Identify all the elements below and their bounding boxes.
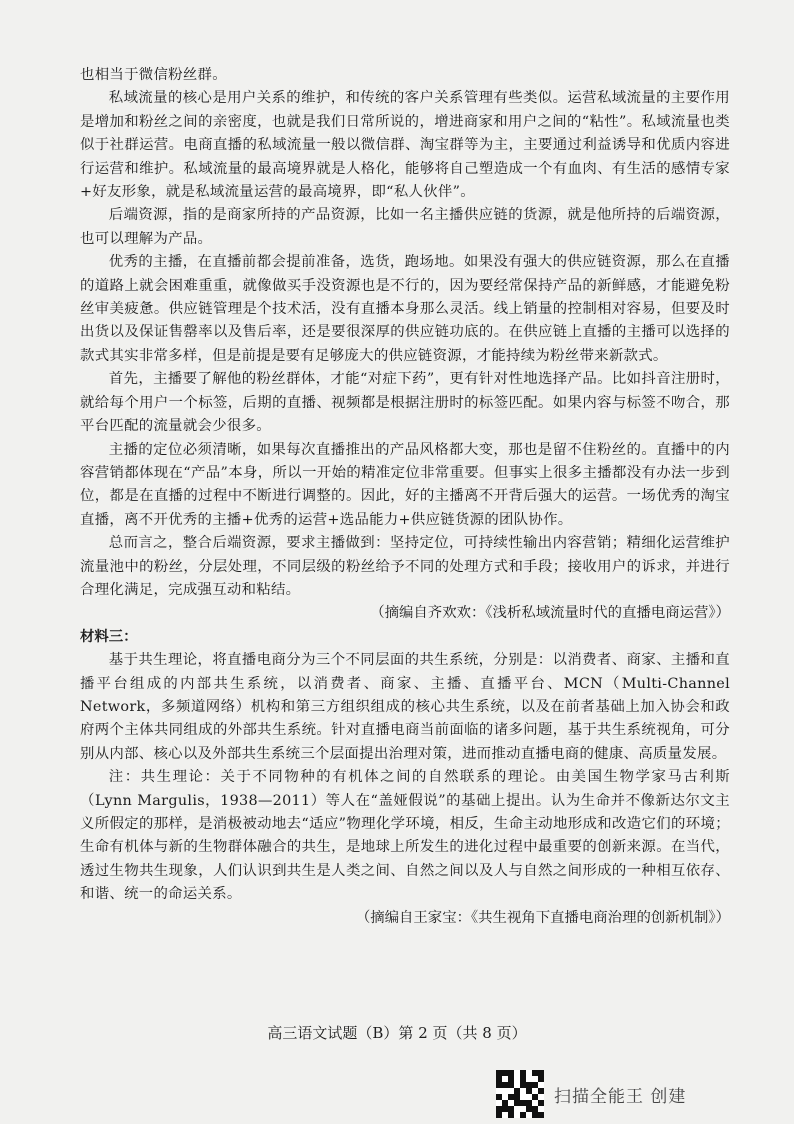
paragraph: 也相当于微信粉丝群。	[80, 67, 227, 83]
paragraph: 首先，主播要了解他的粉丝群体，才能“对症下药”，更有针对性地选择产品。比如抖音注册时，就给每个用户一个标签，后期的直播、视频都是根据注册时的标签匹配。如果内容与标签不吻合，那平台匹配的流量就会少很多。	[80, 371, 730, 435]
source-citation: （摘编自齐欢欢：《浅析私域流量时代的直播电商运营》）	[370, 605, 730, 622]
paragraph: 私域流量的核心是用户关系的维护，和传统的客户关系管理有些类似。运营私域流量的主要作用是增加和粉丝之间的亲密度，也就是我们日常所说的，增进商家和用户之间的“粘性”。私域流量也类似于社群运营。电商直播的私域流量一般以微信群、淘宝群等为主，主要通过利益诱导和优质内容进行运营和维护。私域流量的最高境界就是人格化，能够将自己塑造成一个有血肉、有生活的感情专家+好友形象，就是私域流量运营的最高境界，即“私人伙伴”。	[80, 90, 730, 201]
paragraph: 优秀的主播，在直播前都会提前准备，选货，跑场地。如果没有强大的供应链资源，那么在直播的道路上就会困难重重，就像做买手没资源也是不行的，因为要经常保持产品的新鲜感，才能避免粉丝审美疲惫。供应链管理是个技术活，没有直播本身那么灵活。线上销量的控制相对容易，但要及时出货以及保证售罄率以及售后率，还是要很深厚的供应链功底的。在供应链上直播的主播可以选择的款式其实非常多样，但是前提是要有足够庞大的供应链资源，才能持续为粉丝带来新款式。	[80, 254, 730, 364]
source-citation: （摘编自王家宝：《共生视角下直播电商治理的创新机制》）	[355, 909, 730, 926]
paragraph: 基于共生理论，将直播电商分为三个不同层面的共生系统，分别是：以消费者、商家、主播和直播平台组成的内部共生系统，以消费者、商家、主播、直播平台、MCN（Multi-Channel Network，多频道网络）机构和第三方组织组成的核心共生系统，以及在前者基础上加入协会和政府两个主体共同组成的外部共生系统。针对直播电商当前面临的诸多问题，基于共生系统视角，可分别从内部、核心以及外部共生系统三个层面提出治理对策，进而推动直播电商的健康、高质量发展。	[80, 652, 730, 762]
body-text	[80, 64, 730, 930]
qr-code-icon	[496, 1070, 544, 1118]
scanner-label: 扫描全能王 创建	[554, 1086, 687, 1107]
note-paragraph: 注：共生理论：关于不同物种的有机体之间的自然联系的理论。由美国生物学家马古利斯（Lynn Margulis，1938—2011）等人在“盖娅假说”的基础上提出。认为生命并不像新达尔文主义所假定的那样，是消极被动地去“适应”物理化学环境，相反，生命主动地形成和改造它们的环境；生命有机体与新的生物群体融合的共生，是地球上所发生的进化过程中最重要的创新来源。在当代，透过生物共生现象，人们认识到共生是人类之间、自然之间以及人与自然之间形成的一种相互依存、和谐、统一的命运关系。	[80, 769, 730, 903]
paragraph: 后端资源，指的是商家所持的产品资源，比如一名主播供应链的货源，就是他所持的后端资源，也可以理解为产品。	[80, 207, 730, 247]
paragraph: 主播的定位必须清晰，如果每次直播推出的产品风格都大变，那也是留不住粉丝的。直播中的内容营销都体现在“产品”本身，所以一开始的精准定位非常重要。但事实上很多主播都没有办法一步到位，都是在直播的过程中不断进行调整的。因此，好的主播离不开背后强大的运营。一场优秀的淘宝直播，离不开优秀的主播+优秀的运营+选品能力+供应链货源的团队协作。	[80, 441, 730, 528]
page-footer: 高三语文试题（B）第 2 页（共 8 页）	[267, 1024, 527, 1042]
section-heading: 材料三：	[80, 628, 138, 645]
paragraph: 总而言之，整合后端资源，要求主播做到：坚持定位，可持续性输出内容营销；精细化运营维护流量池中的粉丝，分层处理，不同层级的粉丝给予不同的处理方式和手段；接收用户的诉求，并进行合理化满足，完成强互动和粘结。	[80, 535, 730, 598]
scanner-watermark	[496, 1064, 686, 1124]
